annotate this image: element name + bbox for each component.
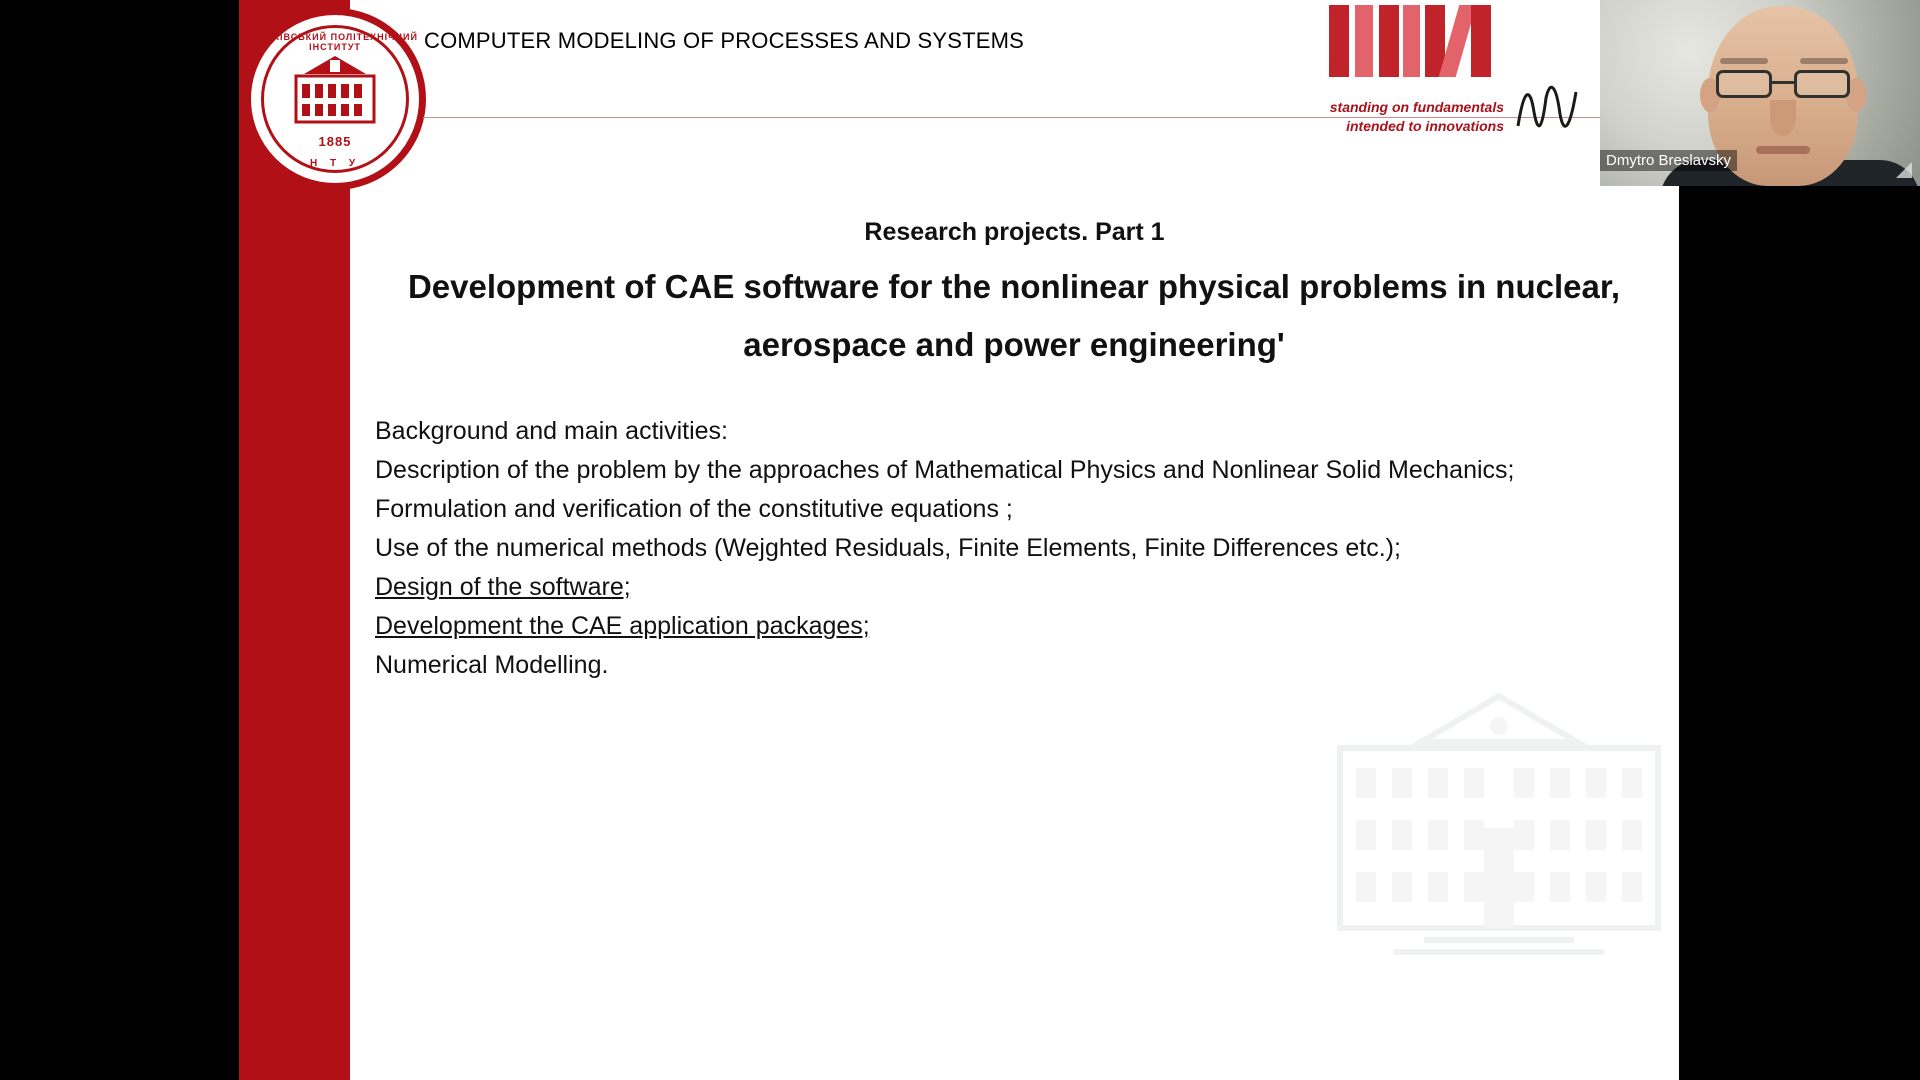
glasses-lens-left [1716, 70, 1772, 98]
webcam-glasses [1716, 70, 1852, 100]
university-seal-logo [244, 8, 426, 190]
slide-main-title: Development of CAE software for the nonlinear physical problems in nuclear, aerospace and power engineering' [407, 268, 1621, 363]
webcam-brow-right [1800, 58, 1848, 64]
body-line: Background and main activities: [375, 417, 728, 445]
seal-bottom-text: Н Т У [309, 158, 361, 169]
building-watermark-icon [1334, 690, 1664, 955]
webcam-mouth [1756, 146, 1810, 154]
body-line: Numerical Modelling. [375, 651, 609, 679]
body-line: Formulation and verification of the constitutive equations ; [375, 495, 1013, 523]
body-line: Development the CAE application packages; [375, 612, 870, 640]
ikm-logo-icon [1329, 5, 1504, 77]
body-line: Use of the numerical methods (Wejghted Residuals, Finite Elements, Finite Differences etc.); [375, 534, 1401, 562]
brand-tagline [1249, 98, 1504, 136]
body-line: Description of the problem by the approaches of Mathematical Physics and Nonlinear Solid Mechanics; [375, 456, 1515, 484]
slide-subtitle: Research projects. Part 1 [864, 218, 1165, 246]
slide-canvas [239, 0, 1679, 1080]
body-line: Design of the software; [375, 573, 631, 601]
signature-squiggle-icon [1514, 78, 1584, 138]
webcam-resize-corner-icon[interactable] [1896, 162, 1912, 178]
brand-tagline-line2: intended to innovations [1346, 118, 1504, 134]
seal-year: 1885 [318, 134, 352, 149]
glasses-lens-right [1794, 70, 1850, 98]
seal-top-text: ХАРКІВСЬКИЙ ПОЛІТЕХНІЧНИЙ ІНСТИТУТ [252, 32, 418, 52]
webcam-nose [1770, 100, 1796, 136]
brand-tagline-line1: standing on fundamentals [1329, 99, 1504, 115]
slide-body-text [375, 412, 1535, 685]
slide-header-title: COMPUTER MODELING OF PROCESSES AND SYSTEMS [424, 28, 1025, 53]
webcam-brow-left [1720, 58, 1768, 64]
seal-building-icon [286, 54, 384, 128]
webcam-participant-name: Dmytro Breslavsky [1600, 150, 1737, 171]
glasses-bridge [1772, 81, 1794, 84]
